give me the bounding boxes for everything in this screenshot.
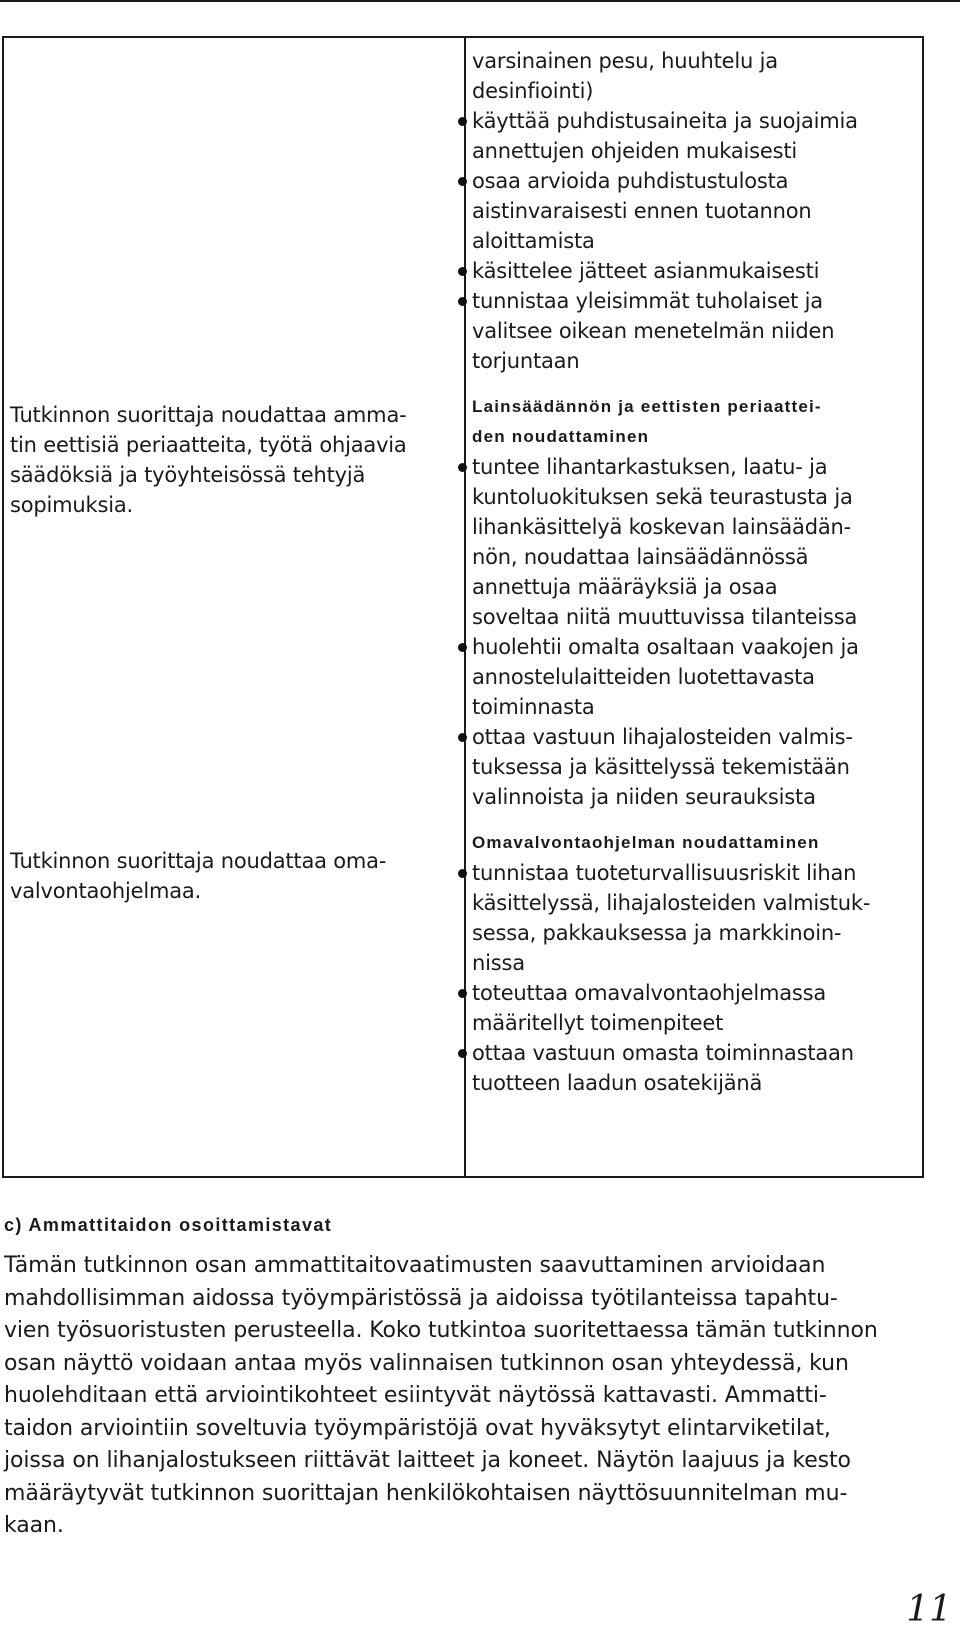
bullet-item bbox=[472, 166, 912, 256]
paragraph-line: huolehditaan että arviointikohteet esiintyvät näytössä kattavasti. Ammatti- bbox=[4, 1383, 827, 1408]
bullet-item bbox=[472, 722, 912, 812]
bullet-text: huolehtii omalta osaltaan vaakojen ja bbox=[472, 635, 859, 659]
ethics-criterion-line: säädöksiä ja työyhteisössä tehtyjä bbox=[10, 463, 366, 487]
bullet-text: ottaa vastuun lihajalosteiden valmis- bbox=[472, 725, 853, 749]
bullet-icon bbox=[458, 989, 467, 998]
bullet-text: lihankäsittelyä koskevan lainsäädän- bbox=[472, 515, 852, 539]
demonstration-methods-section bbox=[4, 1212, 924, 1543]
bullet-text: annettuja määräyksiä ja osaa bbox=[472, 575, 778, 599]
continuation-line: desinfiointi) bbox=[472, 79, 594, 103]
top-rule bbox=[0, 0, 960, 2]
self-control-criterion bbox=[10, 846, 450, 906]
ethics-criterion-line: sopimuksia. bbox=[10, 493, 134, 517]
bullet-item bbox=[472, 1038, 912, 1098]
section-heading: c) Ammattitaidon osoittamistavat bbox=[4, 1215, 333, 1235]
bullet-text: toiminnasta bbox=[472, 695, 595, 719]
bullet-text: tuksessa ja käsittelyssä tekemistään bbox=[472, 755, 850, 779]
bullet-text: aistinvaraisesti ennen tuotannon bbox=[472, 199, 812, 223]
paragraph-line: osan näyttö voidaan antaa myös valinnaisen tutkinnon osan yhteydessä, kun bbox=[4, 1350, 849, 1376]
bullet-icon bbox=[458, 733, 467, 742]
legislation-heading: Lainsäädännön ja eettisten periaattei- bbox=[472, 397, 822, 416]
paragraph-line: Tämän tutkinnon osan ammattitaitovaatimusten saavuttaminen arvioidaan bbox=[4, 1253, 826, 1278]
bullet-text: nissa bbox=[472, 951, 525, 975]
bullet-icon bbox=[458, 869, 467, 878]
bullet-item bbox=[472, 632, 912, 722]
bullet-text: määritellyt toimenpiteet bbox=[472, 1011, 724, 1035]
bullet-text: toteuttaa omavalvontaohjelmassa bbox=[472, 981, 827, 1005]
paragraph-line: joissa on lihanjalostukseen riittävät laitteet ja koneet. Näytön laajuus ja kesto bbox=[4, 1448, 851, 1473]
self-control-section bbox=[472, 828, 912, 1098]
bullet-item bbox=[472, 286, 912, 376]
bullet-icon bbox=[458, 1049, 467, 1058]
bullet-item bbox=[472, 256, 912, 286]
bullet-item bbox=[472, 858, 912, 978]
self-control-criterion-line: Tutkinnon suorittaja noudattaa oma- bbox=[10, 849, 387, 873]
page-number: 11 bbox=[906, 1589, 952, 1630]
continuation-line: varsinainen pesu, huuhtelu ja bbox=[472, 49, 778, 73]
assessment-targets-column bbox=[472, 46, 912, 1098]
bullet-text: käyttää puhdistusaineita ja suojaimia bbox=[472, 109, 858, 133]
bullet-text: ottaa vastuun omasta toiminnastaan bbox=[472, 1041, 854, 1065]
ethics-criterion bbox=[10, 400, 450, 520]
bullet-text: kuntoluokituksen sekä teurastusta ja bbox=[472, 485, 853, 509]
ethics-criterion-line: Tutkinnon suorittaja noudattaa amma- bbox=[10, 403, 407, 427]
bullet-text: tunnistaa tuoteturvallisuusriskit lihan bbox=[472, 861, 857, 885]
bullet-text: osaa arvioida puhdistustulosta bbox=[472, 169, 789, 193]
bullet-text: sessa, pakkauksessa ja markkinoin- bbox=[472, 921, 842, 945]
bullet-icon bbox=[458, 643, 467, 652]
self-control-criterion-line: valvontaohjelmaa. bbox=[10, 879, 202, 903]
bullet-icon bbox=[458, 177, 467, 186]
column-divider bbox=[464, 38, 466, 1176]
self-control-heading: Omavalvontaohjelman noudattaminen bbox=[472, 833, 820, 852]
bullet-text: aloittamista bbox=[472, 229, 595, 253]
bullet-text: annettujen ohjeiden mukaisesti bbox=[472, 139, 798, 163]
bullet-text: valinnoista ja niiden seurauksista bbox=[472, 785, 816, 809]
bullet-item bbox=[472, 978, 912, 1038]
cleaning-continuation bbox=[472, 46, 912, 376]
bullet-text: nön, noudattaa lainsäädännössä bbox=[472, 545, 809, 569]
paragraph-line: mahdollisimman aidossa työympäristössä ja aidoissa työtilanteissa tapahtu- bbox=[4, 1285, 838, 1311]
paragraph-line: määräytyvät tutkinnon suorittajan henkilökohtaisen näyttösuunnitelman mu- bbox=[4, 1480, 848, 1506]
bullet-text: käsittelee jätteet asianmukaisesti bbox=[472, 259, 820, 283]
bullet-text: valitsee oikean menetelmän niiden bbox=[472, 319, 835, 343]
bullet-text: tunnistaa yleisimmät tuholaiset ja bbox=[472, 289, 823, 313]
bullet-item bbox=[472, 452, 912, 632]
bullet-icon bbox=[458, 297, 467, 306]
assessment-criteria-table bbox=[2, 36, 924, 1178]
legislation-heading: den noudattaminen bbox=[472, 427, 650, 446]
bullet-text: soveltaa niitä muuttuvissa tilanteissa bbox=[472, 605, 858, 629]
bullet-icon bbox=[458, 267, 467, 276]
bullet-text: torjuntaan bbox=[472, 349, 580, 373]
paragraph-line: taidon arviointiin soveltuvia työympäristöjä ovat hyväksytyt elintarviketilat, bbox=[4, 1415, 831, 1441]
body-paragraph bbox=[4, 1250, 924, 1543]
bullet-icon bbox=[458, 463, 467, 472]
bullet-text: tuntee lihantarkastuksen, laatu- ja bbox=[472, 455, 828, 479]
bullet-item bbox=[472, 106, 912, 166]
bullet-icon bbox=[458, 117, 467, 126]
ethics-criterion-line: tin eettisiä periaatteita, työtä ohjaavia bbox=[10, 433, 407, 457]
bullet-text: tuotteen laadun osatekijänä bbox=[472, 1071, 763, 1095]
bullet-text: annostelulaitteiden luotettavasta bbox=[472, 665, 815, 689]
paragraph-line: kaan. bbox=[4, 1513, 64, 1538]
legislation-section bbox=[472, 392, 912, 812]
bullet-text: käsittelyssä, lihajalosteiden valmistuk- bbox=[472, 891, 871, 915]
paragraph-line: vien työsuoristusten perusteella. Koko tutkintoa suoritettaessa tämän tutkinnon bbox=[4, 1318, 878, 1343]
